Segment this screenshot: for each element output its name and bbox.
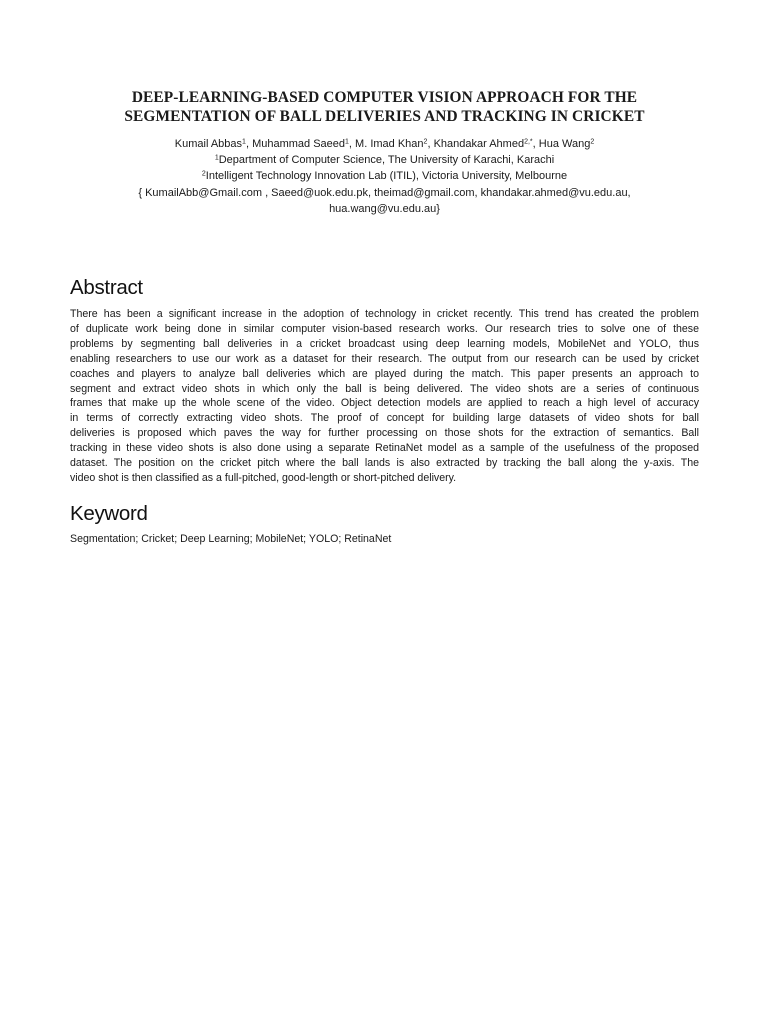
affiliation-text: Intelligent Technology Innovation Lab (ITIL), Victoria University, Melbourne — [205, 170, 568, 183]
abstract-line: of duplicate work being done in similar computer vision-based research works. Our research tries to solve one of these — [70, 322, 699, 335]
author-affiliation-mark: 2 — [590, 138, 595, 146]
email-line: hua.wang@vu.edu.au} — [329, 202, 440, 215]
author-affiliation-mark: 2,* — [524, 138, 533, 146]
abstract-line: video shot is then classified as a full-pitched, good-length or short-pitched delivery. — [70, 471, 457, 484]
author-separator: , — [245, 138, 253, 150]
abstract-heading: Abstract — [70, 276, 143, 299]
author-block — [70, 136, 699, 217]
abstract-line: dataset. The position on the cricket pitch where the ball lands is also extracted by tracking the ball along the y-axis. The — [70, 457, 699, 470]
keyword-list: Segmentation; Cricket; Deep Learning; MobileNet; YOLO; RetinaNet — [70, 533, 392, 545]
abstract-body — [70, 307, 699, 486]
abstract-line: segment and extract video shots in which only the ball is being delivered. The video shots are a series of continuous — [70, 382, 699, 395]
affiliation-line — [70, 152, 699, 168]
author-name: Khandakar Ahmed — [433, 138, 525, 150]
abstract-line: in terms of correctly extracting video shots. The proof of concept for building large datasets of video shots for ball — [70, 412, 699, 425]
author-name: Hua Wang — [538, 138, 591, 150]
author-name: Kumail Abbas — [174, 138, 243, 150]
author-affiliation-mark: 2 — [423, 138, 428, 146]
affiliation-mark: 2 — [201, 170, 206, 178]
abstract-line: deliveries is proposed which paves the way for further processing on those shots for the extraction of semantics. Ball — [70, 427, 699, 440]
abstract-line: frames that make up the whole scene of the video. Object detection models are applied to reach a high level of accuracy — [70, 397, 699, 410]
author-name: Muhammad Saeed — [252, 138, 346, 150]
author-separator: , — [532, 138, 539, 150]
abstract-line: There has been a significant increase in the adoption of technology in cricket recently. This trend has created the problem — [70, 308, 699, 320]
title-line: DEEP-LEARNING-BASED COMPUTER VISION APPROACH FOR THE — [131, 89, 638, 106]
author-affiliation-mark: 1 — [242, 138, 246, 146]
author-list — [70, 136, 699, 152]
author-name: M. Imad Khan — [355, 138, 424, 150]
title-line: SEGMENTATION OF BALL DELIVERIES AND TRACKING IN CRICKET — [124, 108, 645, 125]
author-separator: , — [348, 138, 356, 150]
abstract-line: coaches and players to analyze ball deliveries which are played during the match. This paper presents an approach to — [70, 367, 699, 380]
abstract-line: enabling researchers to use our work as a dataset for their research. The output from our research can be used by cricket — [70, 352, 699, 365]
abstract-line: problems by segmenting ball deliveries in a cricket broadcast using deep learning models, MobileNet and YOLO, thus — [70, 337, 699, 350]
author-affiliation-mark: 1 — [345, 138, 349, 146]
paper-title — [70, 88, 699, 126]
affiliation-line — [70, 168, 699, 184]
author-separator: , — [427, 138, 434, 150]
affiliation-mark: 1 — [214, 154, 219, 162]
keyword-heading: Keyword — [70, 502, 148, 525]
abstract-line: tracking in these video shots is also done using a separate RetinaNet model as a sample of the usefulness of the proposed — [70, 442, 699, 455]
email-line: { KumailAbb@Gmail.com , Saeed@uok.edu.pk, theimad@gmail.com, khandakar.ahmed@vu.edu.au, — [138, 186, 631, 199]
affiliation-text: Department of Computer Science, The University of Karachi, Karachi — [218, 154, 555, 167]
